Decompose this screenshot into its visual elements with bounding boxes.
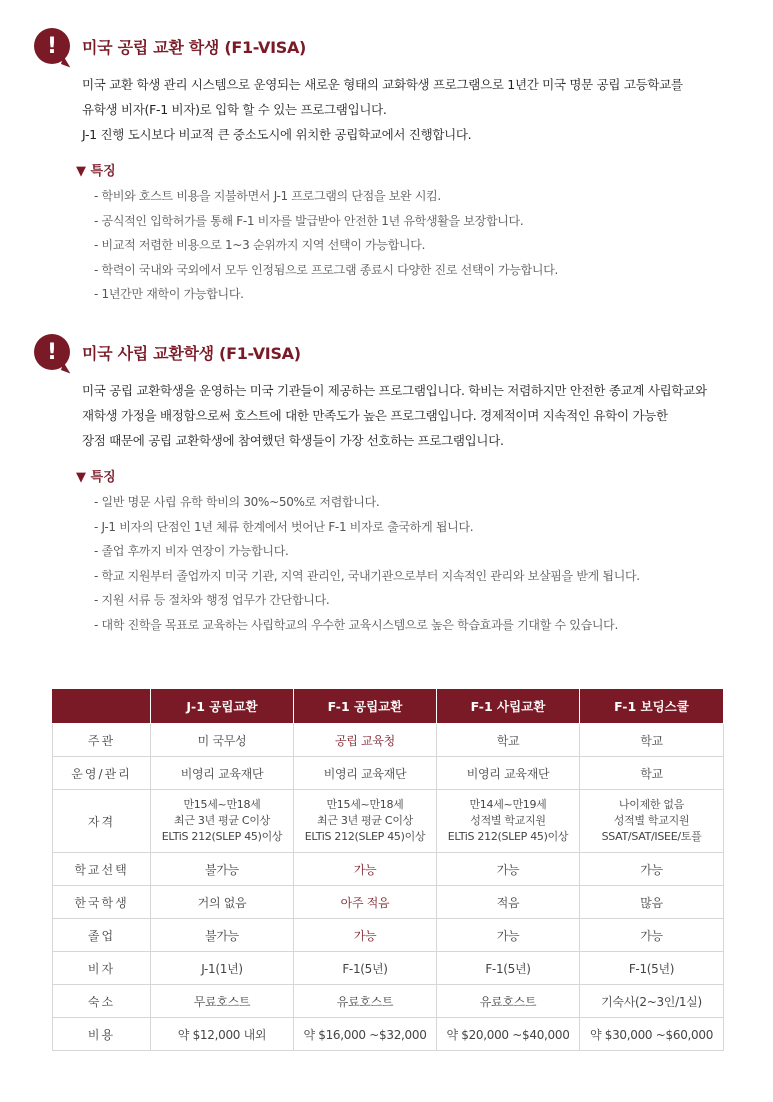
description-line: 미국 공립 교환학생을 운영하는 미국 기관들이 제공하는 프로그램입니다. 학비는 저렴하지만 안전한 종교계 사립학교와 <box>82 383 707 398</box>
table-body <box>53 724 724 1051</box>
cell-line: 만15세~만18세 <box>326 798 404 811</box>
table-cell: 유료호스트 <box>294 985 437 1018</box>
exclamation-icon: ! <box>34 28 70 64</box>
table-cell: 아주 적음 <box>294 886 437 919</box>
table-cell: 거의 없음 <box>151 886 294 919</box>
cell-line: ELTiS 212(SLEP 45)이상 <box>447 830 569 843</box>
table-cell: 불가능 <box>151 853 294 886</box>
description-line: 장점 때문에 공립 교환학생에 참여했던 학생들이 가장 선호하는 프로그램입니다. <box>82 433 504 448</box>
table-cell: 공립 교육청 <box>294 724 437 757</box>
table-cell: 가능 <box>580 853 724 886</box>
table-cell: 가능 <box>580 919 724 952</box>
cell-line: 만14세~만19세 <box>469 798 547 811</box>
section-title: 미국 사립 교환학생 (F1-VISA) <box>82 343 301 363</box>
section-description <box>82 378 762 453</box>
section-header <box>34 334 301 370</box>
table-header-cell: J-1 공립교환 <box>151 689 294 724</box>
table-cell: 학교 <box>437 724 580 757</box>
table-cell: 유료호스트 <box>437 985 580 1018</box>
table-cell <box>580 790 724 853</box>
table-cell: 비영리 교육재단 <box>151 757 294 790</box>
table-cell: 불가능 <box>151 919 294 952</box>
table-cell: 학교 <box>580 724 724 757</box>
row-label: 한국학생 <box>53 886 151 919</box>
table-cell: 적음 <box>437 886 580 919</box>
exclamation-icon: ! <box>34 334 70 370</box>
comparison-table <box>52 688 724 1051</box>
table-cell: 가능 <box>294 853 437 886</box>
description-line: 유학생 비자(F-1 비자)로 입학 할 수 있는 프로그램입니다. <box>82 102 387 117</box>
feature-item: - 지원 서류 등 절차와 행정 업무가 간단합니다. <box>94 593 330 607</box>
table-cell: J-1(1년) <box>151 952 294 985</box>
table-cell: 무료호스트 <box>151 985 294 1018</box>
section-description <box>82 72 762 147</box>
table-cell <box>294 790 437 853</box>
row-label: 주관 <box>53 724 151 757</box>
cell-line: 성적별 학교지원 <box>470 814 546 827</box>
cell-line: 나이제한 없음 <box>618 798 685 811</box>
row-label: 졸업 <box>53 919 151 952</box>
table-row <box>53 1018 724 1051</box>
cell-line: ELTiS 212(SLEP 45)이상 <box>161 830 283 843</box>
cell-line: 최근 3년 평균 C이상 <box>317 814 413 827</box>
table-cell: 가능 <box>437 853 580 886</box>
row-label: 비용 <box>53 1018 151 1051</box>
cell-line: 만15세~만18세 <box>183 798 261 811</box>
table-row <box>53 790 724 853</box>
table-cell: 약 $30,000 ~$60,000 <box>580 1018 724 1051</box>
feature-item: - 공식적인 입학허가를 통해 F-1 비자를 발급받아 안전한 1년 유학생활을 보장합니다. <box>94 213 524 228</box>
table-row <box>53 919 724 952</box>
table-cell <box>437 790 580 853</box>
features-heading: ▼ 특징 <box>76 470 116 485</box>
table-cell: 가능 <box>437 919 580 952</box>
features-heading: ▼ 특징 <box>76 164 116 179</box>
features-list <box>94 184 558 307</box>
table-row <box>53 886 724 919</box>
table-cell: F-1(5년) <box>580 952 724 985</box>
cell-line: 최근 3년 평균 C이상 <box>174 814 270 827</box>
feature-item: - 졸업 후까지 비자 연장이 가능합니다. <box>94 544 289 558</box>
description-line: J-1 진행 도시보다 비교적 큰 중소도시에 위치한 공립학교에서 진행합니다. <box>82 127 472 142</box>
table-cell: F-1(5년) <box>437 952 580 985</box>
table-cell: 비영리 교육재단 <box>437 757 580 790</box>
table-cell: 기숙사(2~3인/1실) <box>580 985 724 1018</box>
features-list <box>94 490 640 637</box>
row-label: 운영/관리 <box>53 757 151 790</box>
table-cell: 약 $16,000 ~$32,000 <box>294 1018 437 1051</box>
table-header-cell <box>53 689 151 724</box>
row-label: 비자 <box>53 952 151 985</box>
feature-item: - 학교 지원부터 졸업까지 미국 기관, 지역 관리인, 국내기관으로부터 지속적인 관리와 보살핌을 받게 됩니다. <box>94 568 640 583</box>
table-cell: 가능 <box>294 919 437 952</box>
table-cell: 약 $12,000 내외 <box>151 1018 294 1051</box>
description-line: 재학생 가정을 배정함으로써 호스트에 대한 만족도가 높은 프로그램입니다. 경제적이며 지속적인 유학이 가능한 <box>82 408 668 423</box>
table-row <box>53 985 724 1018</box>
table-row <box>53 757 724 790</box>
description-line: 미국 교환 학생 관리 시스템으로 운영되는 새로운 형태의 교화학생 프로그램으로 1년간 미국 명문 공립 고등학교를 <box>82 77 683 92</box>
row-label: 숙소 <box>53 985 151 1018</box>
feature-item: - 1년간만 재학이 가능합니다. <box>94 287 244 301</box>
feature-item: - J-1 비자의 단점인 1년 체류 한계에서 벗어난 F-1 비자로 출국하게 됩니다. <box>94 519 474 534</box>
table-header-cell: F-1 공립교환 <box>294 689 437 724</box>
section-title: 미국 공립 교환 학생 (F1-VISA) <box>82 37 307 57</box>
table-row <box>53 853 724 886</box>
table-header-cell: F-1 사립교환 <box>437 689 580 724</box>
table-cell: 많음 <box>580 886 724 919</box>
feature-item: - 학력이 국내와 국외에서 모두 인정됨으로 프로그램 종료시 다양한 진로 선택이 가능합니다. <box>94 262 559 277</box>
row-label: 자격 <box>53 790 151 853</box>
table-cell: 학교 <box>580 757 724 790</box>
section-header <box>34 28 306 64</box>
cell-line: 성적별 학교지원 <box>613 814 690 827</box>
table-row <box>53 724 724 757</box>
cell-line: ELTiS 212(SLEP 45)이상 <box>304 830 426 843</box>
table-header-row <box>53 689 724 724</box>
table-cell: 약 $20,000 ~$40,000 <box>437 1018 580 1051</box>
cell-line: SSAT/SAT/ISEE/토플 <box>601 830 702 843</box>
feature-item: - 대학 진학을 목표로 교육하는 사립학교의 우수한 교육시스템으로 높은 학습효과를 기대할 수 있습니다. <box>94 617 618 632</box>
row-label: 학교선택 <box>53 853 151 886</box>
feature-item: - 일반 명문 사립 유학 학비의 30%~50%로 저렴합니다. <box>94 495 380 509</box>
table-cell: 미 국무성 <box>151 724 294 757</box>
table-row <box>53 952 724 985</box>
table-cell <box>151 790 294 853</box>
table-header-cell: F-1 보딩스쿨 <box>580 689 724 724</box>
table-cell: F-1(5년) <box>294 952 437 985</box>
table-cell: 비영리 교육재단 <box>294 757 437 790</box>
feature-item: - 학비와 호스트 비용을 지불하면서 J-1 프로그램의 단점을 보완 시킴. <box>94 189 441 203</box>
feature-item: - 비교적 저렴한 비용으로 1~3 순위까지 지역 선택이 가능합니다. <box>94 238 426 252</box>
